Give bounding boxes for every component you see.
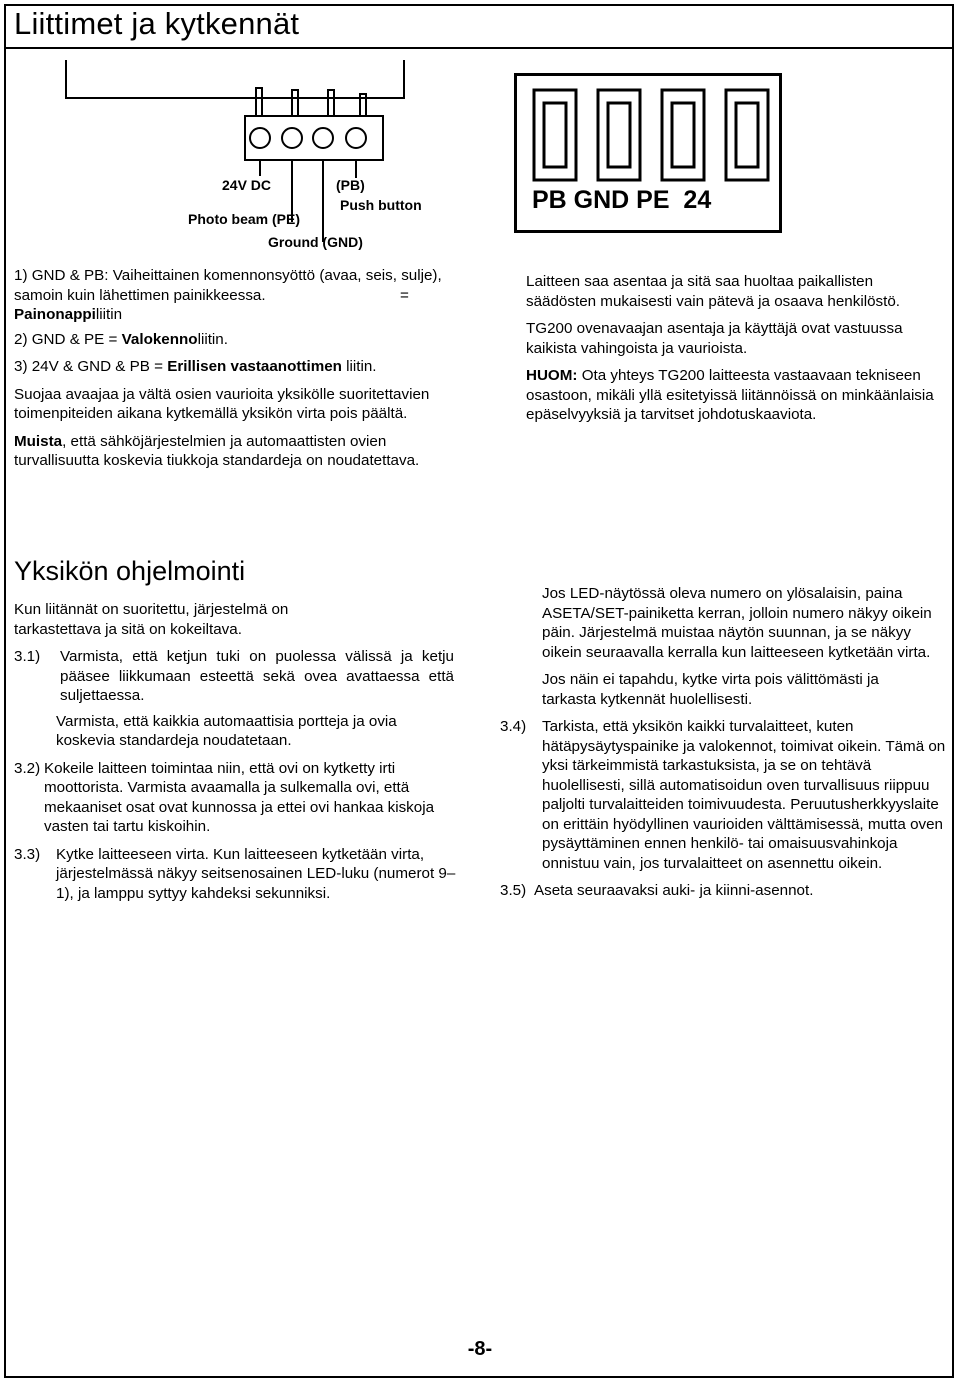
label-ground: Ground (GND) xyxy=(268,234,363,250)
step-3-2: 3.2) Kokeile laitteen toimintaa niin, että ovi on kytketty irti moottorista. Varmista avaamalla ja sulkemalla ovi, että mekaaniset osat ovat kunnossa ja ettei ovi hankaa kiskoja vasten tai tartu kiskoihin. xyxy=(14,759,435,835)
step-3-4: 3.4) Tarkista, että yksikön kaikki turvalaitteet, kuten hätäpysäytyspainike ja valokennot, toimivat oikein. Tämä on yksi tärkeimmistä tarkastuksista, ja se on tehtävä huolellisesti, sillä automatisoidun oven turvallisuus riippuu paljolti turvalaitteiden toimivuudesta. Peruutusherkkyyslaite on erittäin hyödyllinen vaurioiden välttämisessä, mutta oven pysäyttäminen ennen henkilö- tai omaisuusvahinkoja onnistuu vain, jos turvalaitteet on asennettu oikein. xyxy=(500,718,946,872)
page-title: Liittimet ja kytkennät xyxy=(14,6,300,41)
installer-note-1: Laitteen saa asentaa ja sitä saa huoltaa paikallisten säädösten mukaisesti vain pätevä ja osaava henkilöstö. xyxy=(526,273,901,310)
huom-note: HUOM: Ota yhteys TG200 laitteesta vastaavaan tekniseen osastoon, mikäli yllä esitetyissä liitännöissä on minkäänlaisia epäselvyyksiä ja tarvitset johdotuskaaviota. xyxy=(526,367,934,423)
installer-note-2: TG200 ovenavaajan asentaja ja käyttäjä ovat vastuussa kaikista vahingoista ja vaurioista. xyxy=(526,320,903,357)
installer-notes xyxy=(526,272,941,425)
step-3-3: 3.3) Kytke laitteeseen virta. Kun laitteeseen kytketään virta, järjestelmässä näkyy seitsenosainen LED-luku (numerot 9–1), ja lamppu syttyy kahdeksi sekunniksi. xyxy=(14,845,456,902)
item-1: 1) GND & PB: Vaiheittainen komennonsyöttö (avaa, seis, sulje), samoin kuin lähettimen painikkeessa. xyxy=(14,267,442,304)
programming-left xyxy=(14,600,454,903)
label-push-button: Push button xyxy=(340,197,422,213)
title-rule xyxy=(6,47,952,49)
item-1-cont: Painonappiliitin xyxy=(14,306,123,323)
label-24vdc: 24V DC xyxy=(222,177,272,193)
step-3-1: 3.1) Varmista, että ketjun tuki on puolessa välissä ja ketju pääsee liikkumaan esteettä sekä ovea avattaessa että suljettaessa. xyxy=(14,648,454,704)
page-number: -8- xyxy=(467,1338,493,1360)
protect-note: Suojaa avaajaa ja vältä osien vaurioita yksikölle suoritettavien toimenpiteiden aikana kytkemällä yksikön virta pois päältä. xyxy=(14,385,430,422)
step-3-1-standards: Varmista, että kaikkia automaattisia portteja ja ovia koskevia standardeja noudatetaan. xyxy=(56,712,397,749)
item-1-equals: = xyxy=(400,287,409,304)
connections-list xyxy=(14,266,464,471)
item-2: 2) GND & PE = Valokennoliitin. xyxy=(14,330,228,348)
programming-intro: Kun liitännät on suoritettu, järjestelmä on tarkastettava ja sitä on kokeiltava. xyxy=(14,601,289,638)
section-heading: Yksikön ohjelmointi xyxy=(14,556,246,586)
item-3: 3) 24V & GND & PB = Erillisen vastaanottimen liitin. xyxy=(14,358,377,375)
terminal-label: PB GND PE 24 xyxy=(532,186,712,214)
label-photo-beam: Photo beam (PE) xyxy=(188,211,301,227)
power-off-note: Jos näin ei tapahdu, kytke virta pois välittömästi ja tarkasta kytkennät huolellisesti. xyxy=(542,671,879,708)
programming-right xyxy=(500,584,950,901)
connector-diagram xyxy=(60,50,480,260)
step-3-5: 3.5) Aseta seuraavaksi auki- ja kiinni-asennot. xyxy=(500,882,814,899)
standards-note: Muista, että sähköjärjestelmien ja automaattisten ovien turvallisuutta koskevia tiukkoja standardeja on noudatettava. xyxy=(14,432,420,469)
label-pb: (PB) xyxy=(336,177,365,193)
led-orientation-note: Jos LED-näytössä oleva numero on ylösalaisin, paina ASETA/SET-painiketta kerran, jolloin numero näkyy oikein päin. Järjestelmä muistaa näytön suunnan, ja se näkyy oikein seuraavalla kerralla kun laitteeseen kytketään virta. xyxy=(542,585,932,661)
terminal-block-image xyxy=(514,73,782,233)
